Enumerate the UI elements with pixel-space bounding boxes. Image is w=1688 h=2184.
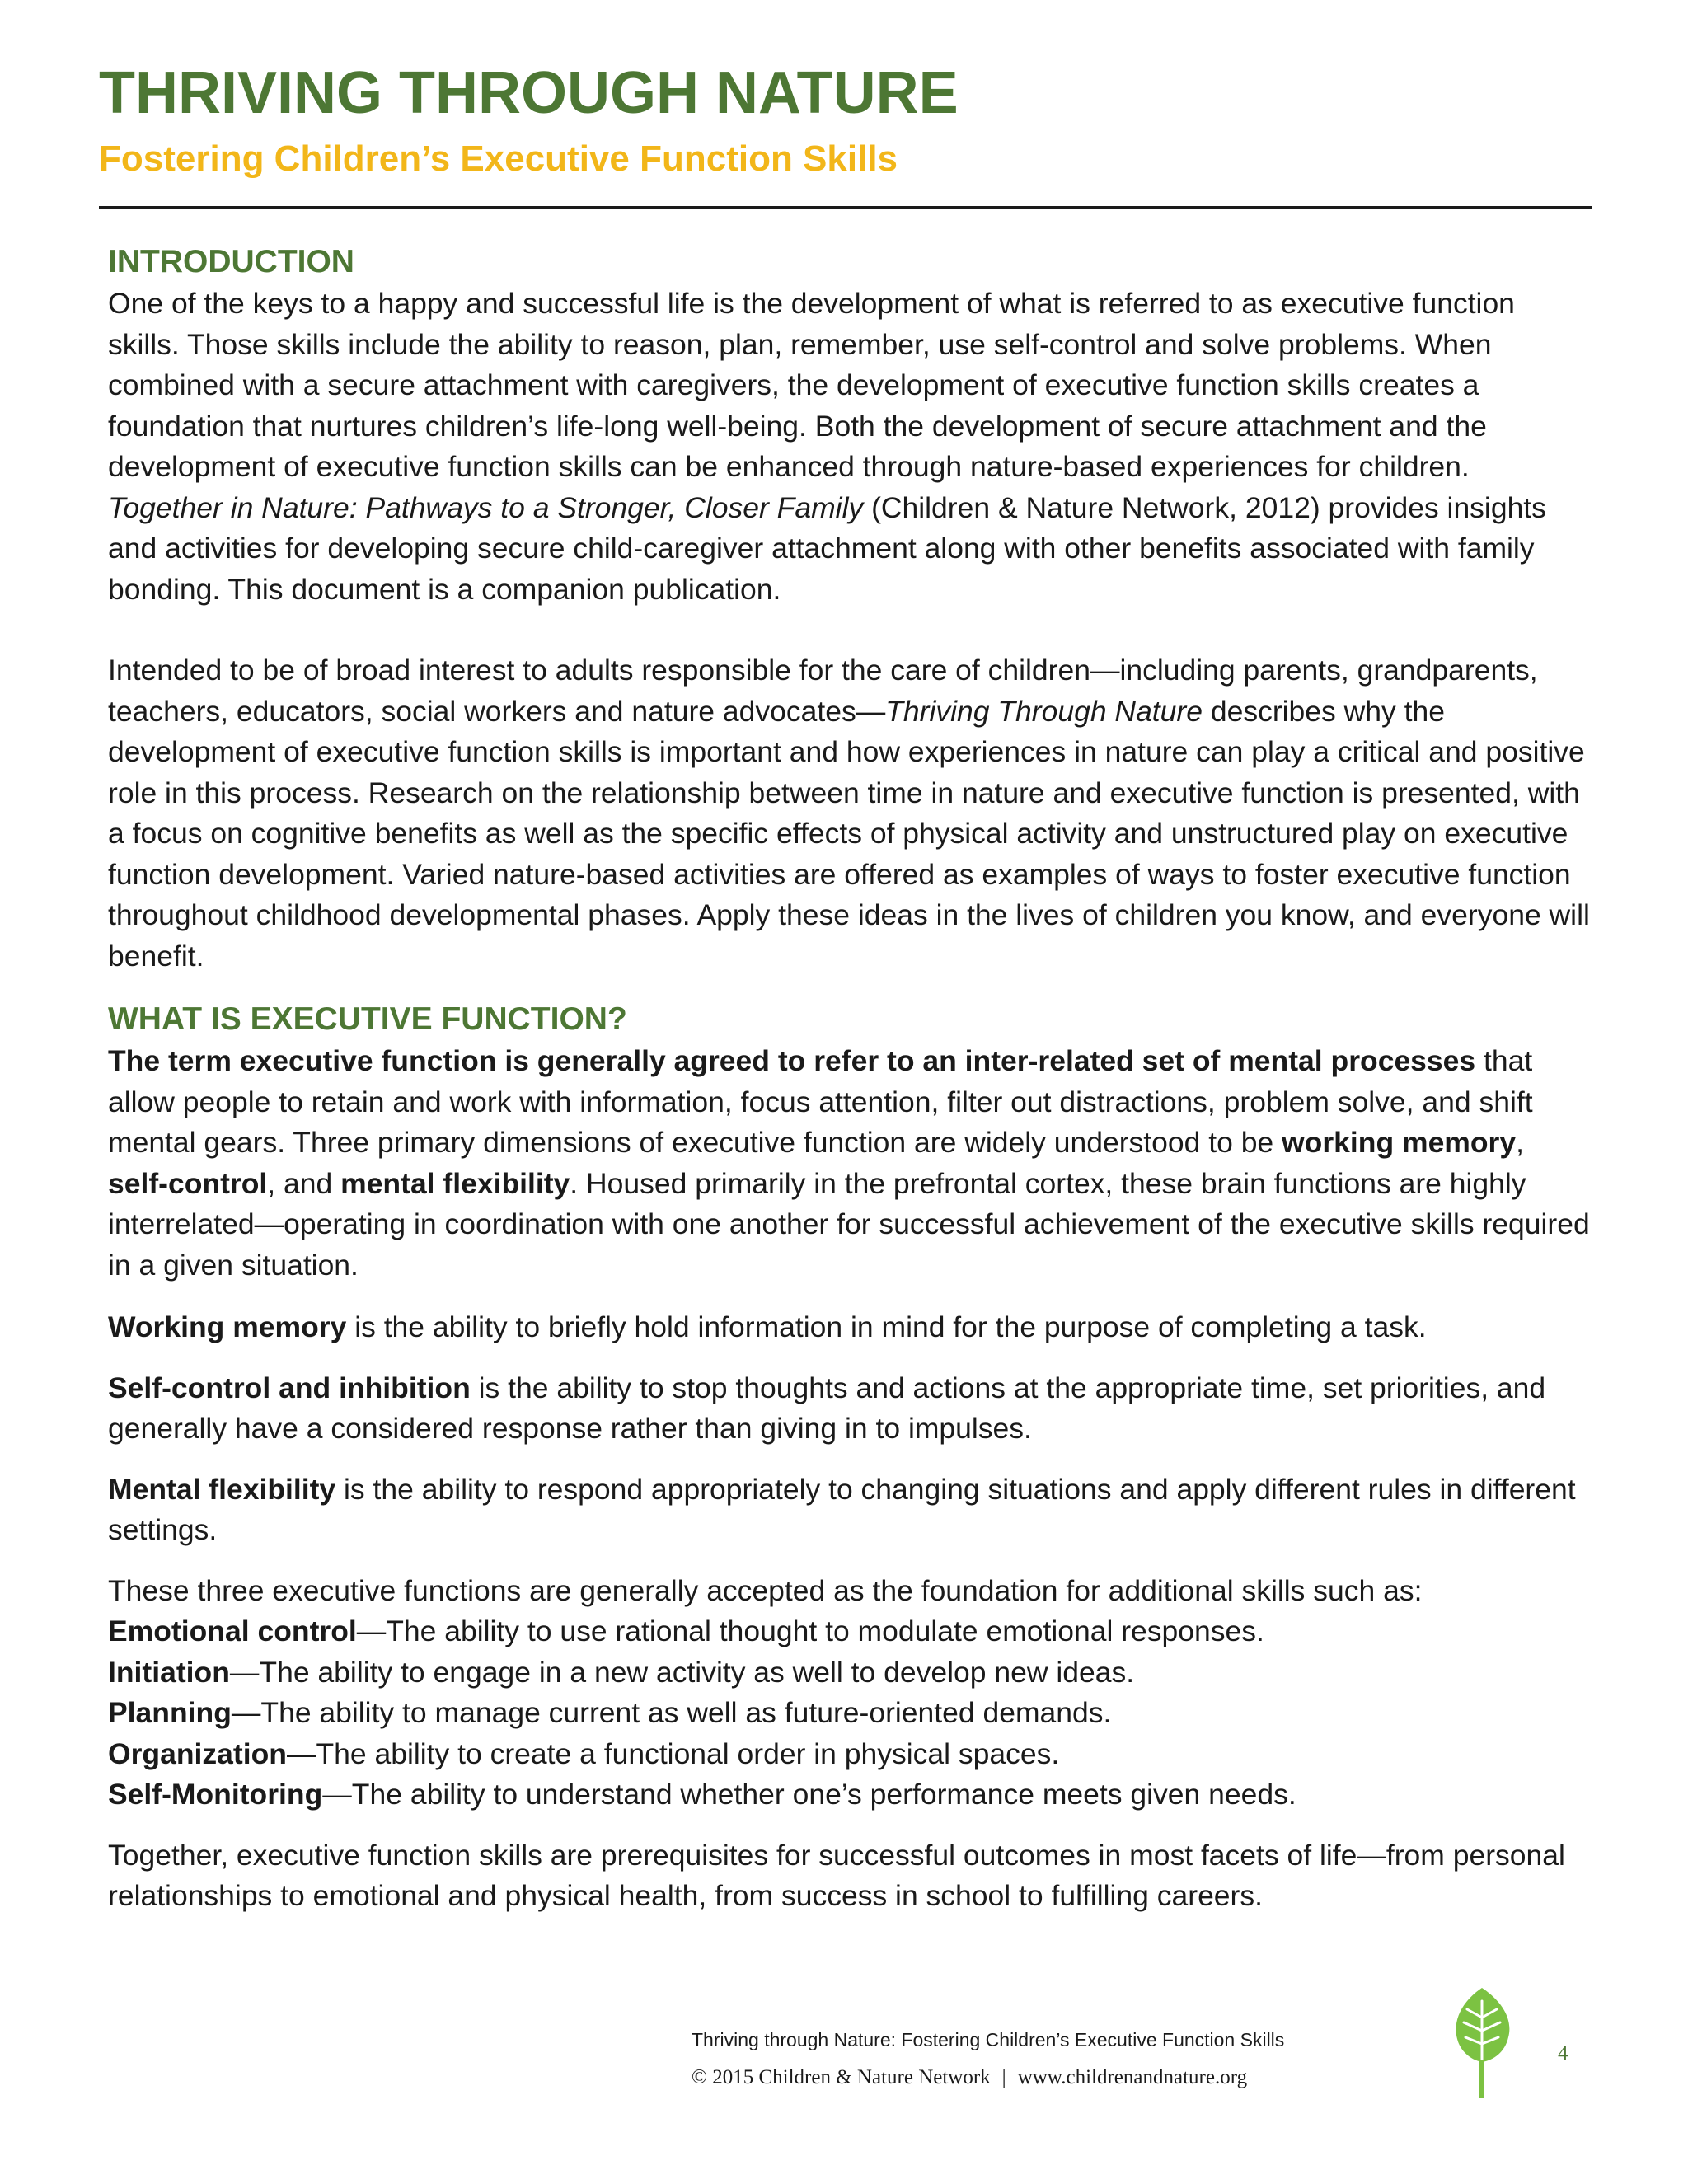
leaf-icon [1451, 1985, 1513, 2100]
footer-copyright-line [692, 2066, 1247, 2089]
document-subtitle: Fostering Children’s Executive Function Skills [99, 138, 898, 179]
term-mental-flexibility: mental flexibility [340, 1166, 570, 1200]
definition-paragraph: The term executive function is generally agreed to refer to an inter-related set of mental processes that allow people to retain and work with information, focus attention, filter out distractions, problem solve, and shift mental gears. Three primary dimensions of executive function are widely understood to be working memory, self-control, and mental flexibility. Housed primarily in the prefrontal cortex, these brain functions are highly interrelated—operating in coordination with one another for successful achievement of the executive skills required in a given situation. [108, 1044, 1590, 1282]
working-memory-definition: Working memory is the ability to briefly hold information in mind for the purpose of completing a task. [108, 1310, 1427, 1343]
intro-paragraph-1: One of the keys to a happy and successful life is the development of what is referred to as executive function skills. Those skills include the ability to reason, plan, remember, use self-control and solve problems. When combined with a secure attachment with caregivers, the development of executive function skills creates a foundation that nurtures children’s life-long well-being. Both the development of secure attachment and the development of executive function skills can be enhanced through nature-based experiences for children. Together in Nature: Pathways to a Stronger, Closer Family (Children & Nature Network, 2012) provides insights and activities for developing secure child-caregiver attachment along with other benefits associated with family bonding. This document is a companion publication. [108, 287, 1546, 606]
executive-function-heading: WHAT IS EXECUTIVE FUNCTION? [108, 1001, 627, 1037]
term-self-control: self-control [108, 1166, 268, 1200]
website-url: www.childrenandnature.org [1017, 2066, 1248, 2088]
additional-skills-list [108, 1611, 1592, 1816]
mental-flexibility-definition: Mental flexibility is the ability to respond appropriately to changing situations and apply different rules in different settings. [108, 1472, 1576, 1546]
copyright-text: © 2015 Children & Nature Network [692, 2066, 991, 2088]
cited-title: Together in Nature: Pathways to a Stronger, Closer Family [108, 490, 864, 524]
list-item: Planning—The ability to manage current as well as future-oriented demands. [108, 1696, 1112, 1729]
intro-paragraph-2: Intended to be of broad interest to adults responsible for the care of children—including parents, grandparents, teachers, educators, social workers and nature advocates—Thriving Through Nature describes why the development of executive function skills is important and how experiences in nature can play a critical and positive role in this process. Research on the relationship between time in nature and executive function is presented, with a focus on cognitive benefits as well as the specific effects of physical activity and unstructured play on executive function development. Varied nature-based activities are offered as examples of ways to foster executive function throughout childhood developmental phases. Apply these ideas in the lives of children you know, and everyone will benefit. [108, 654, 1590, 972]
additional-skills-intro: These three executive functions are generally accepted as the foundation for additional skills such as: [108, 1573, 1423, 1607]
page-number: 4 [1558, 2042, 1568, 2064]
document-title: THRIVING THROUGH NATURE [99, 60, 959, 126]
publication-title: Thriving Through Nature [885, 694, 1203, 728]
footer-title: Thriving through Nature: Fostering Children’s Executive Function Skills [692, 2029, 1285, 2050]
list-item: Emotional control—The ability to use rational thought to modulate emotional responses. [108, 1615, 1264, 1647]
list-item: Organization—The ability to create a functional order in physical spaces. [108, 1736, 1060, 1770]
list-item: Initiation—The ability to engage in a new activity as well to develop new ideas. [108, 1655, 1135, 1689]
title-divider [99, 206, 1592, 209]
document-body [108, 241, 1592, 1917]
footer-separator: | [1001, 2066, 1006, 2088]
term-working-memory: working memory [1282, 1126, 1517, 1159]
list-item: Self-Monitoring—The ability to understand whether one’s performance meets given needs. [108, 1778, 1296, 1811]
closing-paragraph: Together, executive function skills are prerequisites for successful outcomes in most facets of life—from personal relationships to emotional and physical health, from success in school to fulfilling careers. [108, 1838, 1565, 1912]
introduction-heading: INTRODUCTION [108, 244, 354, 279]
self-control-definition: Self-control and inhibition is the ability to stop thoughts and actions at the appropriate time, set priorities, and generally have a considered response rather than giving in to impulses. [108, 1371, 1546, 1445]
